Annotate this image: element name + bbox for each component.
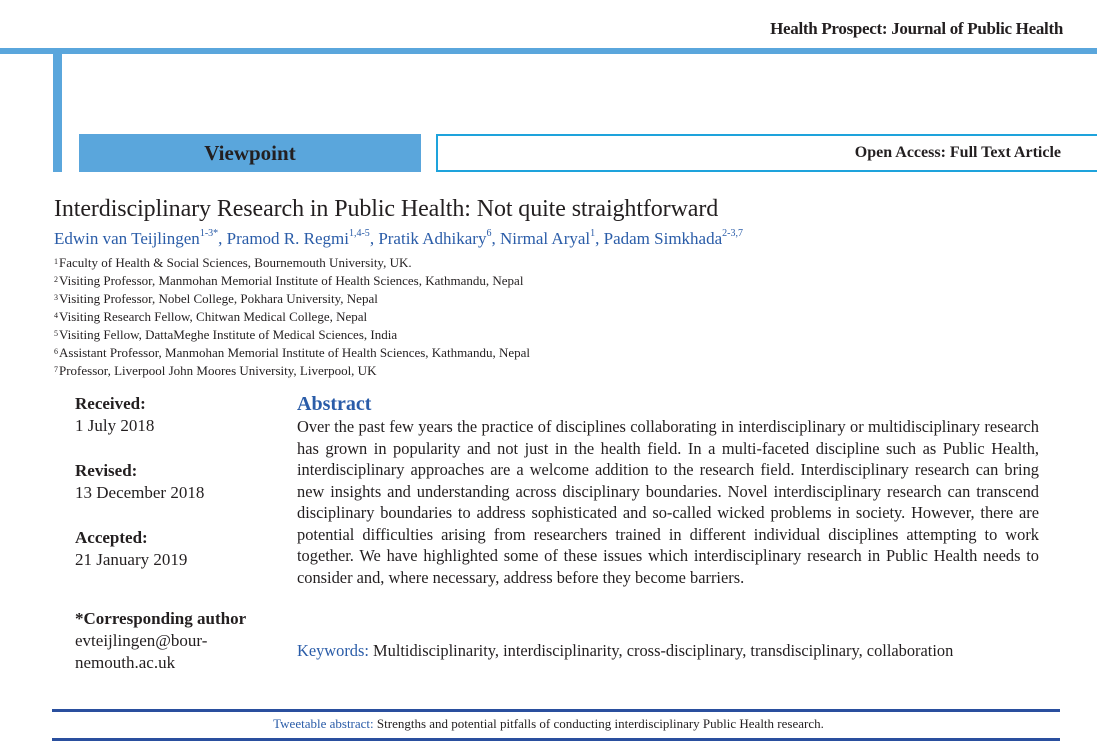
accepted-label: Accepted: xyxy=(75,528,148,547)
author-affil-sup: 1,4-5 xyxy=(348,228,370,239)
affiliation-text: Professor, Liverpool John Moores University, Liverpool, UK xyxy=(59,363,377,378)
affiliation-num: 4 xyxy=(54,311,58,320)
affiliation-item xyxy=(54,254,530,272)
affiliation-item xyxy=(54,290,530,308)
open-access-banner xyxy=(436,134,1097,172)
author-affil-sup: 1 xyxy=(590,228,596,239)
affiliation-item xyxy=(54,362,530,380)
accepted-date: 21 January 2019 xyxy=(75,550,188,569)
author-name[interactable]: Pratik Adhikary xyxy=(378,229,487,248)
affiliation-num: 3 xyxy=(54,293,58,302)
left-accent-bar xyxy=(53,54,62,172)
article-title: Interdisciplinary Research in Public Health: Not quite straightforward xyxy=(54,196,719,222)
corresponding-label: *Corresponding author xyxy=(75,609,247,628)
affiliation-num: 1 xyxy=(54,257,58,266)
journal-name: Health Prospect: Journal of Public Health xyxy=(770,19,1063,38)
corresponding-email-line1[interactable]: evteijlingen@bour- xyxy=(75,631,208,650)
article-type-label: Viewpoint xyxy=(204,140,296,165)
tweetable-top-rule xyxy=(52,709,1060,712)
author-name[interactable]: Edwin van Teijlingen xyxy=(54,229,200,248)
author-name[interactable]: Nirmal Aryal xyxy=(499,229,591,248)
article-dates xyxy=(75,393,204,594)
received-date: 1 July 2018 xyxy=(75,416,155,435)
article-type-badge xyxy=(79,134,421,172)
corresponding-email-line2[interactable]: nemouth.ac.uk xyxy=(75,653,176,672)
keywords-label: Keywords: xyxy=(297,641,369,660)
tweetable-label: Tweetable abstract: xyxy=(273,716,374,731)
author-affil-sup: 2-3,7 xyxy=(722,228,743,239)
tweetable-text: Strengths and potential pitfalls of conducting interdisciplinary Public Health research. xyxy=(376,716,824,731)
affiliation-text: Visiting Professor, Nobel College, Pokhara University, Nepal xyxy=(59,291,378,306)
tweetable-abstract xyxy=(0,716,1097,732)
author-affil-sup: 1-3* xyxy=(199,228,219,239)
revised-label: Revised: xyxy=(75,461,138,480)
affiliation-num: 6 xyxy=(54,347,58,356)
affiliation-item xyxy=(54,344,530,362)
abstract-body: Over the past few years the practice of disciplines collaborating in interdisciplinary or multidisciplinary research has grown in popularity and not just in the health field. In a multi-faceted discipline such as Public Health, interdisciplinary approaches are a welcome addition to the research field. Interdisciplinary research can bring new insights and understanding across disciplinary boundaries. Novel interdisciplinary research can transcend disciplinary boundaries to address sophisticated and so-called wicked problems in society. However, there are potential difficulties arising from researchers trained in different individual disciplines attempting to work together. We have highlighted some of these issues which interdisciplinary research in Public Health needs to consider and, where necessary, address before they become barriers. xyxy=(297,417,1039,587)
open-access-label: Open Access: Full Text Article xyxy=(854,144,1061,161)
affiliation-list xyxy=(54,254,530,380)
corresponding-author xyxy=(75,608,275,674)
author-name[interactable]: Pramod R. Regmi xyxy=(226,229,349,248)
affiliation-text: Assistant Professor, Manmohan Memorial Institute of Health Sciences, Kathmandu, Nepal xyxy=(59,345,530,360)
header-rule xyxy=(0,48,1097,54)
author-name[interactable]: Padam Simkhada xyxy=(603,229,723,248)
revised-date-group xyxy=(75,460,204,504)
accepted-date-group xyxy=(75,527,204,571)
affiliation-num: 7 xyxy=(54,365,58,374)
affiliation-item xyxy=(54,308,530,326)
keywords xyxy=(297,641,953,661)
affiliation-num: 5 xyxy=(54,329,58,338)
abstract-heading: Abstract xyxy=(297,393,372,415)
author-list: Edwin van Teijlingen$^{1-3*}$, Pramod R. Regmi$^{1,4-5}$, Pratik Adhikary$^6$, Nirmal Aryal$^1$, Padam Simkhada$^{2-3,7}$ xyxy=(54,228,743,248)
tweetable-bottom-rule xyxy=(52,738,1060,741)
keywords-text: Multidisciplinarity, interdisciplinarity, cross-disciplinary, transdisciplinary, collaboration xyxy=(373,641,954,660)
affiliation-text: Visiting Fellow, DattaMeghe Institute of Medical Sciences, India xyxy=(59,327,398,342)
affiliation-text: Visiting Research Fellow, Chitwan Medical College, Nepal xyxy=(59,309,368,324)
received-label: Received: xyxy=(75,394,146,413)
affiliation-item xyxy=(54,326,530,344)
revised-date: 13 December 2018 xyxy=(75,483,205,502)
affiliation-item xyxy=(54,272,530,290)
affiliation-text: Faculty of Health & Social Sciences, Bournemouth University, UK. xyxy=(59,255,412,270)
received-date-group xyxy=(75,393,204,437)
author-affil-sup: 6 xyxy=(486,228,492,239)
affiliation-text: Visiting Professor, Manmohan Memorial Institute of Health Sciences, Kathmandu, Nepal xyxy=(59,273,524,288)
affiliation-num: 2 xyxy=(54,275,58,284)
